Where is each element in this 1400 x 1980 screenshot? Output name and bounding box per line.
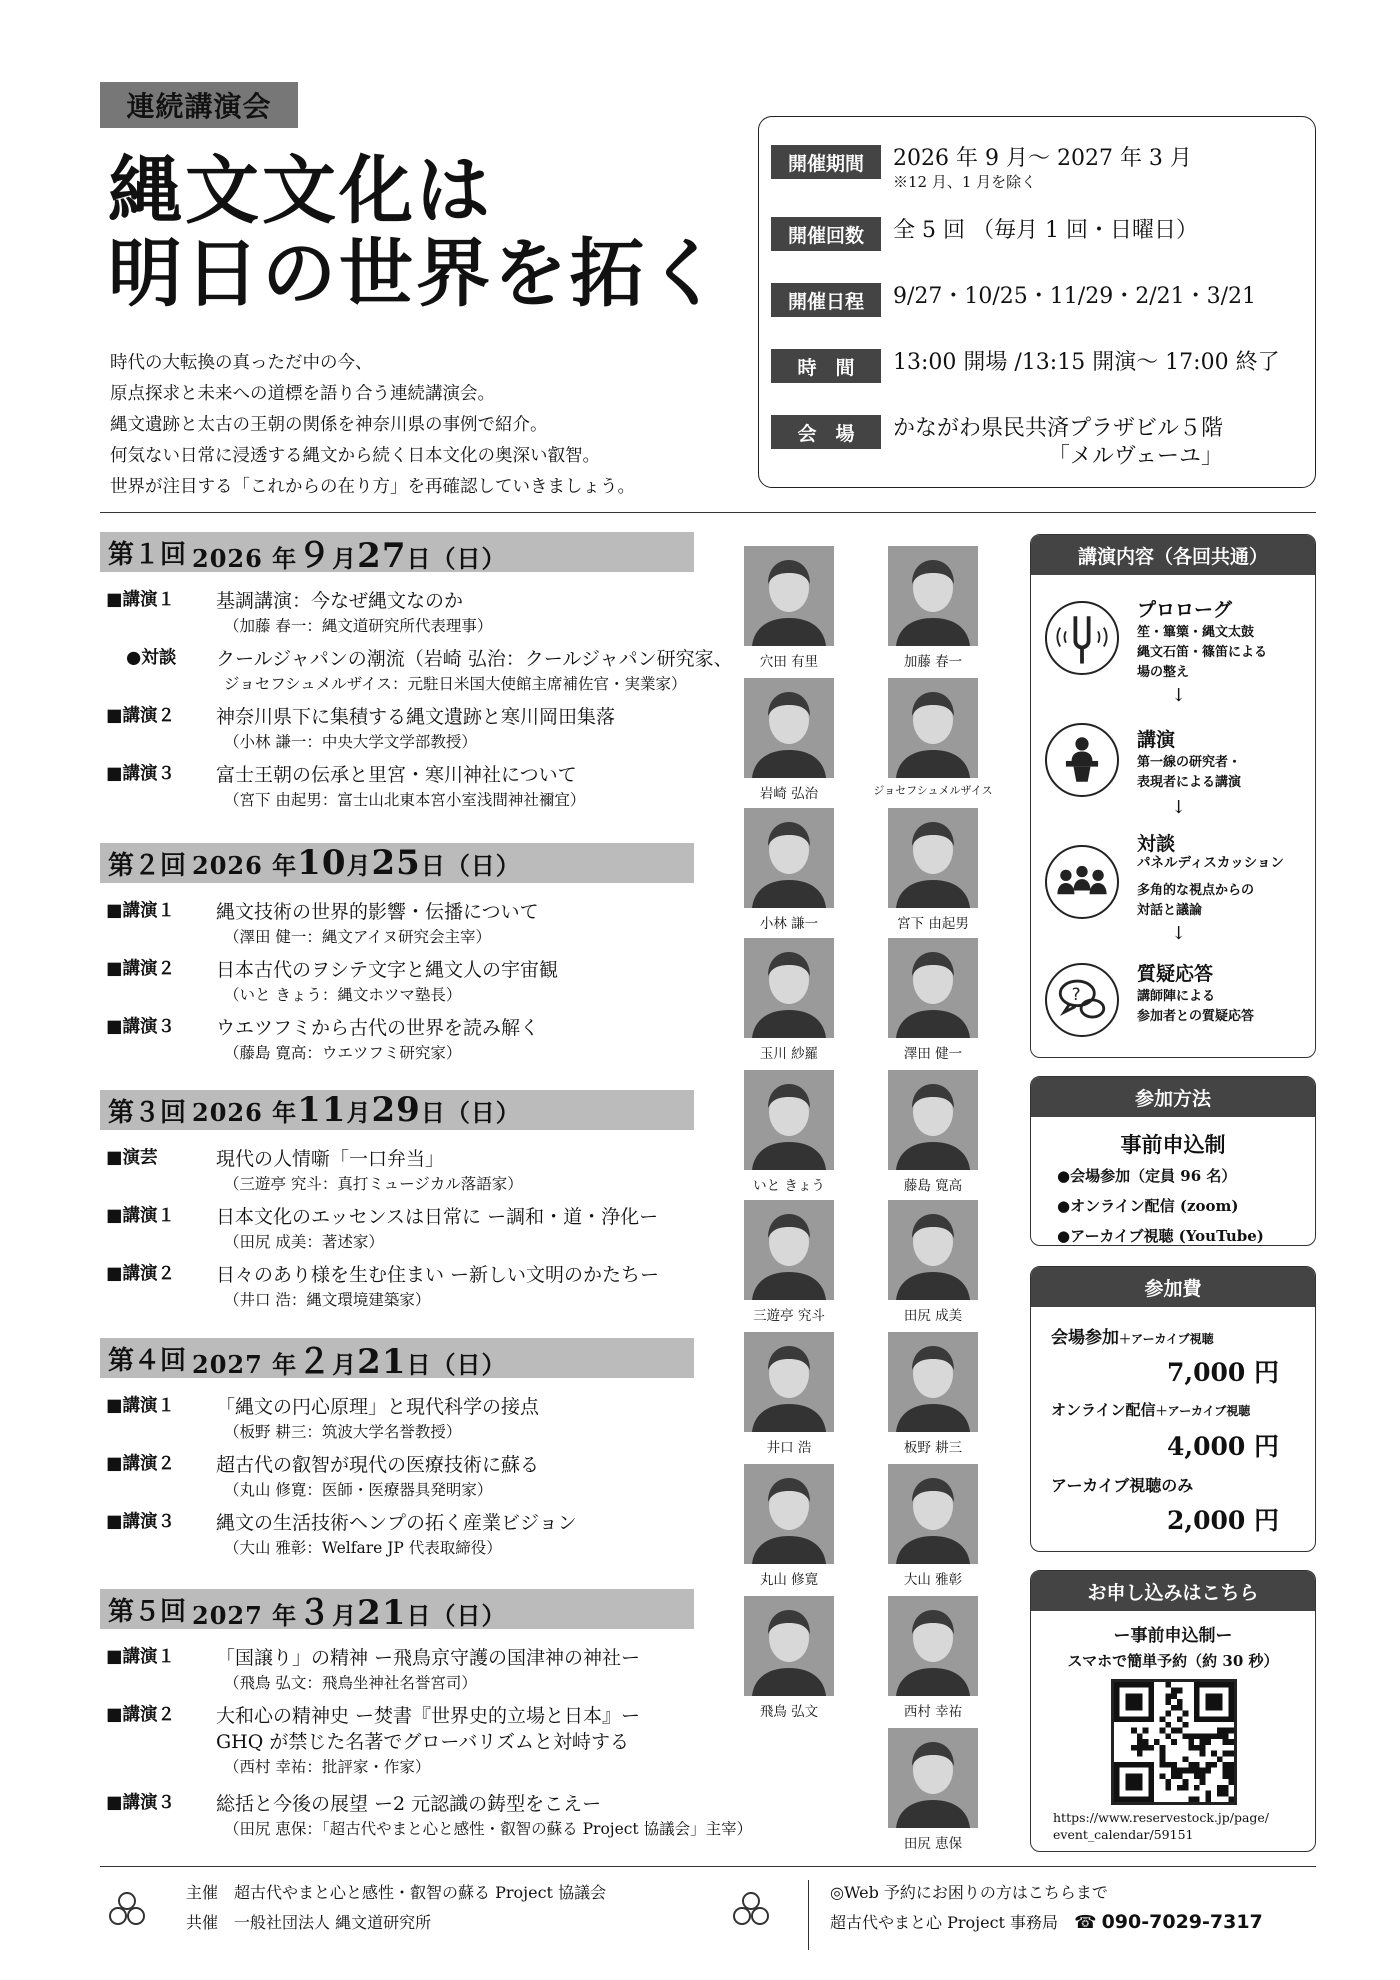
step-desc-line: 多角的な視点からの [1137, 883, 1255, 898]
fee-price: 4,000 円 [1167, 1432, 1279, 1461]
speaker-name: 田尻 恵保 [903, 1836, 963, 1852]
talk-row [106, 702, 806, 760]
speaker-photo [888, 1596, 978, 1696]
session-day: 25 [371, 843, 421, 883]
participation-item: ●オンライン配信 (zoom) [1057, 1197, 1239, 1215]
talk-speaker: （藤島 寛高：ウエツフミ研究家） [224, 1044, 462, 1062]
speaker-name: 玉川 紗羅 [759, 1046, 819, 1062]
speaker-name: 小林 謙一 [759, 916, 819, 932]
session-number: 第１回 [108, 539, 187, 570]
organizer-logo [108, 1892, 146, 1926]
talk-type: ■講演１ [106, 1647, 176, 1667]
info-note: ※12 月、1 月を除く [893, 173, 1037, 191]
talk-type: ■講演３ [106, 1512, 176, 1532]
title-line-2: 明日の世界を拓く [108, 230, 724, 317]
speaker-photo [744, 1070, 834, 1170]
event-info-box [758, 116, 1316, 488]
speaker-name: ジョセフシュメルザイス [873, 784, 993, 797]
session-date [192, 1585, 506, 1634]
host-name: 超古代やまと心と感性・叡智の蘇る Project 協議会 [234, 1883, 607, 1902]
talk-row [106, 1508, 806, 1566]
talk-title: 基調講演：今なぜ縄文なのか [216, 590, 464, 612]
talk-speaker: （加藤 春一：縄文道研究所代表理事） [224, 617, 493, 635]
talk-row [106, 760, 806, 818]
info-value: 9/27・10/25・11/29・2/21・3/21 [893, 284, 1257, 309]
step-title: 講演 [1137, 729, 1176, 751]
step-desc-line: 講師陣による [1137, 989, 1216, 1004]
session-number: 第３回 [108, 1097, 187, 1128]
session-day: 27 [357, 535, 407, 576]
talk-title: 超古代の叡智が現代の医療技術に蘇る [216, 1454, 540, 1476]
fee-label [1051, 1323, 1214, 1348]
host-line [186, 1880, 606, 1903]
talk-row [106, 897, 806, 955]
talk-speaker: （田尻 成美：著述家） [224, 1233, 384, 1251]
speaker-photo [744, 546, 834, 646]
session-day-unit: 日 [406, 1600, 432, 1630]
speaker-photo [744, 1200, 834, 1300]
apply-note: スマホで簡単予約（約 30 秒） [1067, 1652, 1279, 1670]
session-date [192, 843, 521, 883]
speaker-photo [744, 1596, 834, 1696]
talk-speaker: （丸山 修寛：医師・医療器具発明家） [224, 1481, 493, 1499]
talk-row [106, 586, 806, 644]
info-value: 2026 年 9 月～ 2027 年 3 月 [893, 146, 1192, 171]
session-year: 2026 年 [192, 851, 298, 880]
session-year: 2026 年 [192, 1098, 298, 1127]
session-number: 第４回 [108, 1345, 187, 1376]
talk-row [106, 1260, 806, 1318]
lecturer-icon [1045, 723, 1119, 797]
step-desc [1137, 987, 1254, 1027]
talk-row [106, 644, 806, 702]
fee-label [1051, 1399, 1250, 1420]
talk-type: ●対談 [126, 648, 177, 668]
speaker-name: 加藤 春一 [903, 654, 963, 670]
talk-type: ■講演２ [106, 706, 176, 726]
fee-label: アーカイブ視聴のみ [1051, 1476, 1194, 1495]
session-month-unit: 月 [332, 1600, 358, 1630]
cohost-label: 共催 [186, 1913, 219, 1932]
svg-text:?: ? [1071, 985, 1081, 1005]
talk-title: 「国譲り」の精神 ー飛鳥京守護の国津神の神社ー [216, 1647, 641, 1669]
session-number: 第５回 [108, 1596, 187, 1627]
speaker-name: 井口 浩 [766, 1440, 812, 1456]
speaker-name: 田尻 成美 [903, 1308, 963, 1324]
talk-speaker: （澤田 健一：縄文アイヌ研究会主宰） [224, 928, 492, 946]
talk-type: ■講演１ [106, 1396, 176, 1416]
talk-title: 現代の人情噺「一口弁当」 [216, 1148, 445, 1170]
talk-row [106, 955, 806, 1013]
session-year: 2027 年 [192, 1349, 298, 1379]
session-month: ２ [297, 1341, 333, 1382]
step-title: プロローグ [1137, 599, 1233, 621]
participation-item: ●アーカイブ視聴 (YouTube) [1057, 1227, 1264, 1245]
step-desc-line: 対話と議論 [1137, 903, 1203, 918]
arrow-down-icon: ↓ [1171, 923, 1187, 944]
session-weekday: （日） [445, 851, 521, 880]
intro-line: 時代の大転換の真っただ中の今、 [110, 353, 373, 373]
talk-title: 富士王朝の伝承と里宮・寒川神社について [216, 764, 577, 786]
session-date [192, 1090, 521, 1130]
session-day-unit: 日 [420, 1098, 446, 1127]
session-day: 21 [357, 1592, 407, 1633]
speaker-photo [888, 1070, 978, 1170]
program-content-heading: 講演内容（各回共通） [1031, 535, 1315, 575]
session-day-unit: 日 [406, 543, 432, 573]
session-header [100, 532, 694, 576]
contact-note: ◎Web 予約にお困りの方はこちらまで [830, 1883, 1108, 1902]
info-value: かながわ県民共済プラザビル５階 [893, 416, 1224, 441]
step-desc-line: 笙・篳篥・縄文太鼓 [1137, 625, 1255, 640]
info-label: 開催日程 [771, 283, 881, 317]
qr-code-icon[interactable] [1111, 1679, 1237, 1805]
session-month-unit: 月 [332, 543, 358, 573]
apply-url-line[interactable]: https://www.reservestock.jp/page/ [1053, 1810, 1270, 1825]
info-time [771, 349, 1280, 383]
talk-type: ■講演２ [106, 1705, 176, 1725]
intro-line: 原点探求と未来への道標を語り合う連続講演会。 [110, 384, 495, 404]
talk-row [106, 1013, 806, 1071]
speaker-name: 三遊亭 究斗 [753, 1308, 825, 1324]
series-badge: 連続講演会 [100, 82, 298, 128]
session-month-unit: 月 [346, 1098, 372, 1127]
intro-line: 縄文遺跡と太古の王朝の関係を神奈川県の事例で紹介。 [110, 415, 548, 435]
talk-type: ■講演２ [106, 1264, 176, 1284]
speaker-photo [888, 938, 978, 1038]
step-title: 質疑応答 [1137, 963, 1214, 985]
speaker-photo [888, 1464, 978, 1564]
session-weekday: （日） [431, 543, 507, 573]
speaker-photo [744, 1464, 834, 1564]
talk-type: ■講演３ [106, 1793, 176, 1813]
step-desc-line: 縄文石笛・篠笛による [1137, 645, 1268, 660]
session-weekday: （日） [445, 1098, 521, 1127]
session-weekday: （日） [431, 1349, 507, 1379]
step-desc-line: 表現者による講演 [1137, 775, 1242, 790]
host-label: 主催 [186, 1883, 219, 1902]
fee-suffix: ＋アーカイブ視聴 [1155, 1404, 1251, 1418]
info-label: 時 間 [771, 349, 881, 383]
info-label: 開催期間 [771, 145, 881, 179]
fee-price: 7,000 円 [1167, 1358, 1279, 1387]
apply-heading: お申し込みはこちら [1031, 1571, 1315, 1611]
talk-title: 日本古代のヲシテ文字と縄文人の宇宙観 [216, 959, 559, 981]
fee-label-text: 会場参加 [1051, 1328, 1119, 1348]
talk-title: 縄文技術の世界的影響・伝播について [216, 901, 539, 923]
session-date [192, 528, 506, 577]
arrow-down-icon: ↓ [1171, 685, 1187, 706]
session-month: ９ [297, 535, 333, 576]
info-value: 全 5 回 （毎月 1 回・日曜日） [893, 218, 1198, 243]
step-desc [1137, 881, 1254, 921]
fee-box [1030, 1266, 1316, 1552]
session-day: 21 [357, 1341, 407, 1382]
fee-heading: 参加費 [1031, 1267, 1315, 1307]
info-period [771, 145, 1192, 191]
session-header [100, 843, 694, 883]
talk-row [106, 1392, 806, 1450]
talk-row [106, 1202, 806, 1260]
session-number: 第２回 [108, 850, 187, 881]
session-header [100, 1338, 694, 1382]
step-title: 対談 [1137, 833, 1176, 855]
info-schedule [771, 283, 1256, 317]
speaker-name: 澤田 健一 [903, 1046, 963, 1062]
talk-type: ■講演１ [106, 1206, 176, 1226]
contact-line [830, 1910, 1263, 1933]
speaker-name: 板野 耕三 [903, 1440, 963, 1456]
speaker-photo [888, 1728, 978, 1828]
phone-icon: ☎ [1074, 1912, 1097, 1933]
speaker-photo [888, 678, 978, 778]
session-month: ３ [297, 1592, 333, 1633]
talk-title: ウエツフミから古代の世界を読み解く [216, 1017, 540, 1039]
speaker-photo [744, 808, 834, 908]
speaker-photo [744, 938, 834, 1038]
talk-title-line-2: GHQ が禁じた名著でグローバリズムと対峙する [216, 1731, 630, 1753]
talk-speaker: ジョセフシュメルザイス：元駐日米国大使館主席補佐官・実業家） [224, 675, 687, 693]
phone-number[interactable]: 090-7029-7317 [1101, 1911, 1263, 1933]
session-month: 10 [297, 843, 347, 883]
intro-line: 何気ない日常に浸透する縄文から続く日本文化の奥深い叡智。 [110, 446, 600, 466]
session-month: 11 [297, 1090, 347, 1130]
talk-title: 神奈川県下に集積する縄文遺跡と寒川岡田集落 [216, 706, 616, 728]
divider [100, 512, 1316, 513]
step-desc [1137, 753, 1241, 793]
talk-speaker: （小林 謙一：中央大学文学部教授） [224, 733, 477, 751]
info-label: 会 場 [771, 415, 881, 449]
speaker-photo [888, 808, 978, 908]
cohost-name: 一般社団法人 縄文道研究所 [234, 1913, 432, 1932]
session-weekday: （日） [431, 1600, 507, 1630]
talk-title: 「縄文の円心原理」と現代科学の接点 [216, 1396, 540, 1418]
talk-title: 日本文化のエッセンスは日常に ー調和・道・浄化ー [216, 1206, 659, 1228]
talk-row [106, 1643, 806, 1701]
panel-icon [1045, 845, 1119, 919]
participation-system: 事前申込制 [1120, 1132, 1226, 1157]
info-value: 「メルヴェーユ」 [1047, 444, 1224, 469]
speaker-photo [888, 1332, 978, 1432]
fee-price: 2,000 円 [1167, 1506, 1279, 1535]
talk-title: 総括と今後の展望 ー2 元認識の鋳型をこえー [216, 1793, 602, 1815]
talk-speaker: （田尻 恵保：「超古代やまと心と感性・叡智の蘇る Project 協議会」主宰） [224, 1820, 753, 1838]
talk-row [106, 1789, 806, 1847]
session-header [100, 1589, 694, 1633]
intro-line: 世界が注目する「これからの在り方」を再確認していきましょう。 [110, 477, 635, 497]
office-name: 超古代やまと心 Project 事務局 [830, 1913, 1059, 1932]
talk-title: 日々のあり様を生む住まい ー新しい文明のかたちー [216, 1264, 660, 1286]
speaker-name: 大山 雅彰 [903, 1572, 963, 1588]
speaker-name: いと きょう [753, 1178, 825, 1194]
title-line-1: 縄文文化は [108, 148, 493, 234]
step-subtitle: パネルディスカッション [1137, 855, 1285, 871]
session-date [192, 1334, 506, 1383]
talk-type: ■講演２ [106, 959, 176, 979]
talk-speaker: （飛鳥 弘文：飛鳥坐神社名誉宮司） [224, 1674, 477, 1692]
arrow-down-icon: ↓ [1171, 797, 1187, 818]
program-content-box [1030, 534, 1316, 1058]
intro-text [110, 348, 720, 503]
talk-speaker: （板野 耕三：筑波大学名誉教授） [224, 1423, 462, 1441]
apply-box [1030, 1570, 1316, 1852]
step-desc-line: 参加者との質疑応答 [1137, 1009, 1255, 1024]
info-count [771, 217, 1198, 251]
speaker-name: 岩崎 弘治 [759, 786, 819, 802]
session-month-unit: 月 [346, 851, 372, 880]
speaker-name: 丸山 修寛 [759, 1572, 819, 1588]
talk-type: ■演芸 [106, 1148, 158, 1168]
apply-sub: ー事前申込制ー [1113, 1626, 1233, 1646]
info-label: 開催回数 [771, 217, 881, 251]
talk-speaker: （西村 幸祐：批評家・作家） [224, 1758, 431, 1776]
organizer-logo [732, 1892, 770, 1926]
session-header [100, 1090, 694, 1130]
tuning-fork-icon [1045, 601, 1119, 675]
speaker-photo [744, 1332, 834, 1432]
talk-speaker: （井口 浩：縄文環境建築家） [224, 1291, 431, 1309]
talk-type: ■講演３ [106, 764, 176, 784]
speaker-name: 西村 幸祐 [903, 1704, 963, 1720]
talk-type: ■講演２ [106, 1454, 176, 1474]
talk-row [106, 1144, 806, 1202]
talk-type: ■講演１ [106, 590, 176, 610]
speaker-name: 藤島 寛高 [903, 1178, 963, 1194]
session-day-unit: 日 [406, 1349, 432, 1379]
speaker-photo [888, 546, 978, 646]
speaker-name: 穴田 有里 [759, 654, 819, 670]
talk-title: クールジャパンの潮流（岩崎 弘治：クールジャパン研究家、 [216, 648, 733, 670]
step-desc-line: 第一線の研究者・ [1137, 755, 1242, 770]
speaker-photo [744, 678, 834, 778]
session-day-unit: 日 [420, 851, 446, 880]
footer-divider [100, 1866, 1316, 1867]
session-year: 2027 年 [192, 1600, 298, 1630]
talk-type: ■講演１ [106, 901, 176, 921]
speaker-name: 飛鳥 弘文 [759, 1704, 819, 1720]
participation-item: ●会場参加（定員 96 名） [1057, 1167, 1237, 1185]
speaker-photo [888, 1200, 978, 1300]
talk-row [106, 1450, 806, 1508]
talk-speaker: （いと きょう：縄文ホツマ塾長） [224, 986, 462, 1004]
participation-heading: 参加方法 [1031, 1077, 1315, 1117]
session-day: 29 [371, 1090, 421, 1130]
talk-speaker: （大山 雅彰：Welfare JP 代表取締役） [224, 1539, 502, 1557]
session-month-unit: 月 [332, 1349, 358, 1379]
apply-url-line[interactable]: event_calendar/59151 [1053, 1827, 1194, 1842]
talk-type: ■講演３ [106, 1017, 176, 1037]
talk-title: 縄文の生活技術ヘンプの拓く産業ビジョン [216, 1512, 577, 1534]
fee-label-text: オンライン配信 [1051, 1401, 1156, 1419]
apply-url[interactable] [1053, 1809, 1269, 1843]
session-year: 2026 年 [192, 543, 298, 573]
talk-speaker: （宮下 由起男：富士山北東本宮小室浅間神社禰宜） [224, 791, 586, 809]
info-venue [771, 415, 1223, 471]
info-value: 13:00 開場 /13:15 開演～ 17:00 終了 [893, 350, 1280, 375]
question-bubble-icon [1045, 963, 1119, 1037]
fee-suffix: ＋アーカイブ視聴 [1119, 1332, 1214, 1346]
step-desc-line: 場の整え [1137, 665, 1190, 680]
footer-separator [808, 1880, 809, 1950]
step-desc [1137, 623, 1267, 683]
talk-speaker: （三遊亭 究斗：真打ミュージカル落語家） [224, 1175, 523, 1193]
page-title [108, 150, 724, 316]
participation-box [1030, 1076, 1316, 1246]
talk-title: 大和心の精神史 ー焚書『世界史的立場と日本』ー [216, 1705, 641, 1727]
cohost-line [186, 1910, 431, 1933]
talk-row [106, 1701, 806, 1785]
participation-list [1031, 1161, 1315, 1246]
speaker-name: 宮下 由起男 [897, 916, 969, 932]
